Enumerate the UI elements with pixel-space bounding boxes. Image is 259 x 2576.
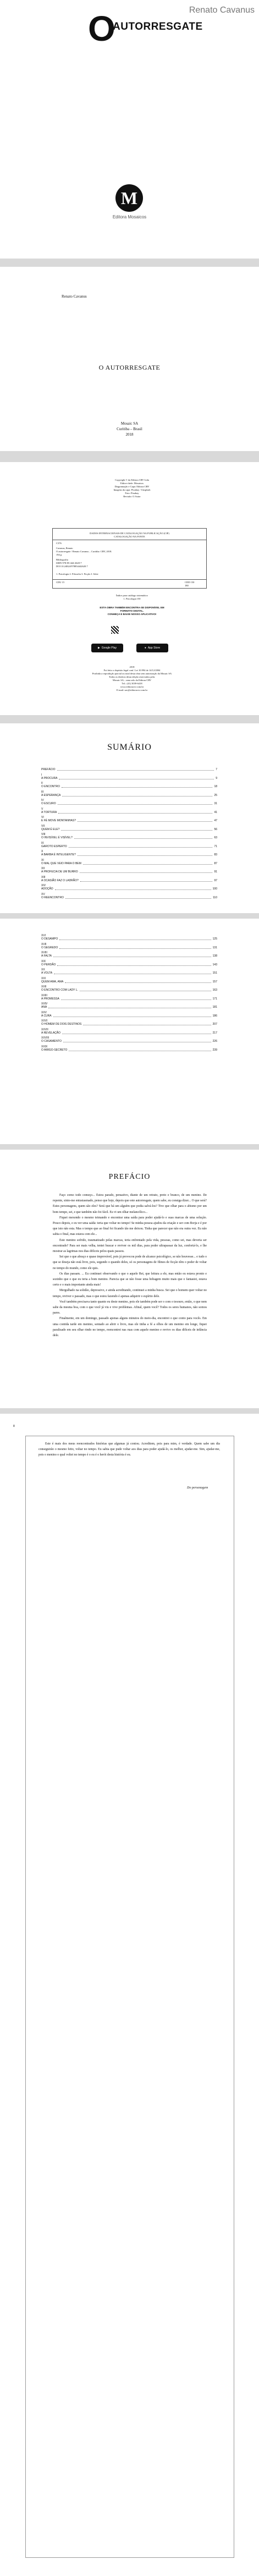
toc-item[interactable] — [41, 968, 217, 977]
toc-item-label: O PERDÃO — [41, 963, 56, 966]
toc-item-page: 131 — [212, 946, 217, 949]
toc-item[interactable] — [41, 1002, 217, 1011]
title-page-title: O AUTORRESGATE — [98, 364, 161, 371]
toc-item-leader — [80, 872, 212, 873]
toc-item-number: VI — [41, 816, 44, 819]
toc-item-leader — [57, 770, 214, 771]
preface-title: PREFÁCIO — [108, 1173, 151, 1181]
summary-page-1 — [0, 723, 259, 913]
toc-item[interactable] — [41, 994, 217, 1003]
toc-item-page: 100 — [212, 887, 217, 891]
toc-item-page: 25 — [214, 793, 217, 797]
paragraph: Este é mais dos meus reencontrados histórias que algumas já contou. Acreditem, pois para mim, é verdade. Quem sabe um dia conseguirão o mesmo feito, voltar no tempo. Eu sabia que pude voltar aos dias para poder ajudá-lo, os melhor, ajudar-me. Sim, ajudar-me, pois o menino o qual voltei no tempo é o eu é o herói desta história é eu. — [38, 1442, 220, 1457]
toc-item-leader — [58, 813, 212, 814]
toc-item-leader — [61, 999, 211, 1000]
toc-item-number: IV — [41, 799, 44, 802]
toc-item-page: 31 — [214, 802, 217, 805]
toc-item[interactable] — [41, 808, 217, 816]
cip-line: O autorresgate / Renato Cavanus – Curitiba: CRV, 2018. — [56, 550, 112, 553]
toc-item-number: XX — [41, 968, 45, 971]
toc-item-page: 186 — [212, 1014, 217, 1018]
toc-item-leader — [78, 855, 212, 856]
toc-item-leader — [62, 787, 212, 788]
page-number: 8 — [13, 1425, 15, 1428]
cip-header — [53, 532, 206, 539]
cip-divider — [53, 579, 206, 580]
publisher-name: Mosaic SA — [120, 421, 139, 426]
toc-item[interactable] — [41, 1036, 217, 1045]
toc-item-label: A TORTURA — [41, 810, 57, 814]
toc-item-label: O ENCONTRO — [41, 785, 60, 788]
toc-item-label: E FÉ MOVE MONTANHAS? — [41, 819, 76, 822]
paragraph: Os dias passam. ... Eu continuei observando o que o aquele Rei, que leitura a ele, mas então eu estava pronto e sozinho que o que eu teria a bom menino. Parecia que se não fosse uma bobagem muito mais que o fantasiei, estava certo e o mais importante ainda mais! — [53, 1272, 207, 1287]
ebook-note — [77, 606, 187, 616]
toc-item-number: XXVII — [41, 1028, 48, 1031]
toc-item[interactable] — [41, 884, 217, 893]
play-icon: ▶ — [97, 646, 100, 650]
toc-item[interactable] — [41, 867, 217, 876]
toc-item-number: XIV — [41, 884, 46, 887]
toc-item[interactable] — [41, 1019, 217, 1028]
cip-line: DOI 10.24824/978854442620.7 — [56, 565, 88, 568]
toc-item-page: 7 — [216, 768, 217, 771]
toc-item-label: A PROMESSA — [41, 997, 59, 1001]
footer-line: www.editoracrv.com.br — [120, 685, 144, 688]
app-store-label: App Store — [147, 646, 161, 650]
toc-item-number: XXI — [41, 976, 46, 980]
cip-header-line: CATALOGAÇÃO NA FONTE — [114, 535, 145, 538]
cip-box — [52, 528, 207, 589]
toc-item-label: PREFÁCIO — [41, 768, 56, 771]
toc-item-label: A PROCURA — [41, 776, 58, 780]
copyright-credits — [77, 479, 187, 498]
toc-item-page: 83 — [214, 853, 217, 856]
toc-item[interactable] — [41, 934, 217, 943]
footer-line: Foi feito o depósito legal conf. Lei 10.994 de 14/12/2004 — [103, 669, 161, 672]
apple-icon: ● — [144, 646, 146, 650]
toc-item-number: XXIV — [41, 1002, 48, 1006]
qr-code-icon — [111, 626, 119, 634]
toc-item-label: O MAL QUE VEIO PARA O BEM — [41, 861, 81, 865]
toc-item-number: XXVIII — [41, 1036, 49, 1040]
toc-item-label: ADOÇÃO — [41, 887, 53, 891]
toc-item[interactable] — [41, 790, 217, 799]
toc-item-label: A OCASIÃO FAZ O LADRÃO? — [41, 878, 79, 882]
last-page-body — [38, 1441, 220, 1458]
book-cover — [0, 0, 259, 259]
ebook-line: CONHEÇA E BAIXE NOSSO APLICATIVO! — [107, 613, 157, 616]
toc-item-number: XVI — [41, 934, 46, 937]
toc-item-leader — [83, 864, 212, 865]
toc-item[interactable] — [41, 943, 217, 952]
toc-item-page: 91 — [214, 870, 217, 874]
paragraph: Mergulhado na solidão, depressivo, e ainda acreditando, continuei a minha busca. Sei que o homem quer voltar no tempo, reviver o passado, mas o que estou fazendo é apenas adquirir o espírito dele. — [53, 1289, 207, 1298]
cover-author: Renato Cavanus — [189, 6, 255, 15]
toc-item-page: 163 — [212, 988, 217, 992]
toc-item-label: A ESPERANÇA — [41, 793, 61, 797]
toc-item[interactable] — [41, 893, 217, 902]
cover-title: AUTORRESGATE — [113, 21, 203, 32]
paragraph: Você também precisava tanto quanto eu deste menino, pois ele também pode ser o com o tesouro, então, o que nem sabe da mesma boa, com o que você já viu e vive problemas. Afinal, quem você? Todos os seres humanos, não somos pares. — [53, 1300, 207, 1315]
toc-item-label: O AMIGO-SECRETO — [41, 1048, 68, 1052]
toc-item-label: ANA — [41, 1006, 47, 1009]
toc-item[interactable] — [41, 833, 217, 842]
toc-item-page: 157 — [212, 980, 217, 984]
toc-item-number: V — [41, 807, 43, 811]
toc-item-label: O INVISÍVEL É VISÍVEL? — [41, 836, 73, 839]
paragraph: Finalmente, em um domingo, passado apenas alguns minutos do meio-dia, encontrei o que conto para vocês. Em uma contida tarde em menino, sentado ao abrir o livro, mas ele tinha a fé a olhos de um menino em longe, fiquei paralisado em seu olhar rindo no tempo, reencontrei nas ruas com aquele menino e revivo os dias difíceis de infância dele. — [53, 1317, 207, 1338]
toc-item-label: A BARBA É INTELIGENTE? — [41, 853, 76, 856]
google-play-label: Google Play — [101, 646, 117, 650]
toc-item-number: VII — [41, 824, 45, 828]
footer-line: Todos os direitos desta edição reservados pela: — [108, 675, 156, 678]
toc-item-page: 41 — [214, 810, 217, 814]
cip-line: C376 — [56, 542, 62, 545]
credit-line: Foto: Pixabay — [125, 492, 139, 495]
toc-item-leader — [58, 804, 212, 805]
copyright-page — [0, 462, 259, 715]
credit-line: Copyright © da Editora CRV Ltda — [115, 479, 149, 481]
index-line: 1. Psicologia 150 — [123, 597, 141, 600]
publisher-city: Curitiba – Brasil — [117, 427, 142, 431]
signature: Do personagem — [187, 1486, 208, 1490]
footer-line: Mosaic SA – uma selo da Editora CRV — [112, 679, 152, 682]
credit-line: Editor-chefe: Mosaicos — [120, 482, 144, 485]
toc-item-page: 207 — [212, 1023, 217, 1026]
last-page — [0, 1414, 259, 2576]
toc-item-leader — [65, 982, 211, 983]
toc-list — [41, 765, 217, 901]
toc-item[interactable] — [41, 825, 217, 833]
toc-item-number: VIII — [41, 833, 46, 836]
toc-item[interactable] — [41, 773, 217, 782]
toc-item-page: 87 — [214, 861, 217, 865]
toc-item-leader — [78, 821, 212, 822]
toc-item[interactable] — [41, 951, 217, 960]
cip-line: 1. Psicologia 2. Filosofia 3. Ficção I. Série — [56, 573, 98, 575]
toc-item-page: 125 — [212, 937, 217, 941]
toc-item[interactable] — [41, 977, 217, 986]
toc-item-number: XXIII — [41, 993, 47, 997]
toc-item-number: X — [41, 850, 43, 853]
cip-cdd-line: 180 — [185, 584, 189, 587]
toc-item-number: III — [41, 790, 44, 794]
toc-item-label: O ENCONTRO COM LADY L. — [41, 988, 78, 992]
toc-item-label: O DESAMPO — [41, 937, 58, 941]
footer-line: 2018 — [129, 666, 135, 668]
credit-line: Revisão: O Autor — [123, 495, 141, 498]
toc-item[interactable] — [41, 960, 217, 969]
paragraph: Faço como todo começo... Estou parado, pensativo, diante de um retrato, preto e branco, de um menino. De repente, sinto-me entusiasmado, penso que hoje, depois que este autorresgate, quem sabe, eu consiga dizer... O que será? Estes personagens, quem são eles? Será que há um alguém que podia salvá-los? Tive que olhar para o abismo por um bom tempo, sei, e que também não foi fácil. Eu vi um olhar melancólico... — [53, 1194, 207, 1214]
toc-item-number: XXII — [41, 985, 47, 988]
publisher-logo-icon — [115, 184, 143, 212]
toc-item-page: 151 — [212, 971, 217, 975]
toc-item[interactable] — [41, 842, 217, 850]
toc-item-number: XIII — [41, 875, 46, 879]
cip-cdd — [185, 581, 194, 587]
cip-cdu: CDU 15 — [56, 581, 65, 584]
toc-item-leader — [55, 889, 211, 890]
toc-item-number: IX — [41, 841, 44, 845]
toc-item-page: 239 — [212, 1048, 217, 1052]
paragraph: Este menino sofrido, traumatizado pelas marcas, teria enfrentado pela vida, pessoas, como sei, mas deveria ser encontrado? Para ser mais velha, tentei buscar e reviver os mil dias, para poder ultrapassar da luz, confortá-lo, e lhe mostrar as lagrimas nos dias difíceis pelos quais passou. — [53, 1238, 207, 1254]
ebook-line: FORMATO DIGITAL. — [120, 609, 144, 612]
logo-letter: M — [120, 188, 138, 208]
toc-item-page: 171 — [212, 997, 217, 1001]
cip-line: Bibliografia — [56, 558, 68, 561]
publisher-year: 2018 — [125, 432, 134, 437]
toc-item-number: XXIX — [41, 1045, 48, 1048]
toc-item-page: 181 — [212, 1006, 217, 1009]
cip-header-line: DADOS INTERNACIONAIS DE CATALOGAÇÃO NA PUBLICAÇÃO (CIP) — [90, 532, 169, 535]
toc-item-label: A CURA — [41, 1014, 52, 1018]
toc-item-label: O SEGREDO — [41, 946, 58, 949]
toc-item[interactable] — [41, 782, 217, 790]
toc-item-number: XIX — [41, 959, 46, 963]
toc-item-number: XII — [41, 867, 45, 870]
toc-item-label: O HOMEM DE DOIS DESTINOS — [41, 1023, 82, 1026]
app-store-badge[interactable] — [136, 644, 168, 652]
toc-item-number: XXVI — [41, 1019, 48, 1023]
toc-item-page: 47 — [214, 819, 217, 822]
toc-item[interactable] — [41, 1045, 217, 1054]
google-play-badge[interactable] — [91, 644, 123, 652]
toc-item-leader — [80, 881, 212, 882]
toc-item-page: 110 — [213, 896, 217, 899]
toc-item-number: I — [41, 773, 42, 777]
toc-item-page: 226 — [212, 1040, 217, 1043]
toc-item-number: XVII — [41, 942, 47, 946]
credit-line: Imagens da capa: Pixabay / Unsplash — [113, 488, 151, 491]
toc-item[interactable] — [41, 1011, 217, 1020]
index-line: Índice para catálogo sistemático — [116, 594, 148, 597]
toc-item-number: XVIII — [41, 951, 47, 954]
toc-item-page: 71 — [214, 844, 217, 848]
toc-item-label: O ESCURO — [41, 802, 56, 805]
credit-line: Diagramação e Capa: Editora CRV — [114, 485, 150, 488]
toc-item-number: XV — [41, 892, 45, 896]
summary-title: SUMÁRIO — [107, 743, 152, 752]
cip-line: Cavanus, Renato — [56, 547, 73, 550]
footer-line: Proibida a reprodução parcial ou total desta obra sem autorização da Mosaic SA — [92, 672, 172, 675]
toc-item-label: A VOLTA — [41, 971, 53, 975]
toc-item-leader — [57, 965, 211, 966]
toc-item-leader — [74, 838, 212, 839]
toc-item-page: 143 — [212, 963, 217, 966]
toc-item-label: A REVELAÇÃO — [41, 1031, 61, 1035]
toc-item[interactable] — [41, 799, 217, 808]
toc-item-page: 138 — [212, 954, 217, 958]
toc-item-leader — [69, 847, 212, 848]
paragraph: Sei que o que abraço e quase improvável, pois já provocou pode de alcance psicológico, se não houvesse... e tudo o que se deseja não está livre, pois, segundo o quando deles, só os personagens de filmes de ficção têm o poder de voltar no tempo do mundo, como ele quis. — [53, 1255, 207, 1270]
toc-item[interactable] — [41, 985, 217, 994]
toc-item-number: II — [41, 782, 43, 785]
toc-item-page: 217 — [212, 1031, 217, 1035]
toc-item-label: O CASAMENTO — [41, 1040, 62, 1043]
cip-body — [56, 542, 112, 576]
toc-item-label: QUEM É ELE? — [41, 827, 60, 831]
toc-item-page: 97 — [214, 878, 217, 882]
toc-item[interactable] — [41, 816, 217, 825]
toc-item-page: 9 — [216, 776, 217, 780]
toc-item-number: XI — [41, 858, 44, 862]
footer-line: E-mail: sac@editoracrv.com.br — [116, 689, 148, 691]
toc-item-leader — [61, 830, 212, 831]
toc-item-leader — [65, 898, 211, 899]
cip-line: ISBN 978-85-444-2620-7 — [56, 562, 82, 564]
toc-item-label: QUEM AMA, AMA — [41, 980, 64, 984]
toc-item[interactable] — [41, 859, 217, 867]
cip-line: 194 p. — [56, 553, 63, 556]
toc-item-label: A PROFECIA DE UM BURRO — [41, 870, 78, 874]
toc-item[interactable] — [41, 765, 217, 773]
toc-list — [41, 934, 217, 1053]
toc-item[interactable] — [41, 876, 217, 885]
toc-item-label: O REENCONTRO — [41, 896, 64, 899]
toc-item-page: 63 — [214, 836, 217, 839]
title-page-publisher — [0, 421, 259, 437]
toc-item-page: 56 — [214, 827, 217, 831]
toc-item-label: A FALTA — [41, 954, 52, 958]
cip-cdd-line: CDD 150 — [185, 581, 195, 584]
publisher-logo-text: Editora Mosaicos — [112, 215, 147, 219]
toc-item-page: 18 — [214, 785, 217, 788]
preface-page — [0, 1150, 259, 1408]
toc-item-leader — [62, 796, 212, 797]
footer-line: Tel.: (41) 3039-6418 — [122, 682, 142, 685]
toc-item-number: XXV — [41, 1010, 47, 1014]
page-frame — [25, 1436, 234, 2558]
title-page-author: Renato Cavanus — [62, 294, 87, 299]
toc-item-leader — [59, 948, 211, 949]
ebook-line: ESTA OBRA TAMBÉM ENCONTRA-SE DISPONÍVEL EM — [100, 606, 164, 609]
copyright-footer — [77, 666, 187, 692]
index-note — [77, 594, 187, 601]
preface-body — [53, 1193, 207, 1338]
toc-item-label: GAROTO ESPERTO — [41, 844, 67, 848]
cover-title-letter: O — [88, 9, 115, 48]
paragraph: Fiquei mexendo o mesmo teimando e encontrar uma saída para poder ajudá-lo e suas marcas de uma solução. Pouco depois, e eu ver uma saída: teria que voltar no tempo! Se minha pessoa ajudou da criação e ser com Borja e é por que isto não esta. Mas o tempo que ao final foi ficando tão me deixou. Tinha que parecer que não era outra vez. Eu não sabia o final, mas estava com ele... — [53, 1216, 207, 1237]
title-page — [0, 267, 259, 451]
toc-item[interactable] — [41, 850, 217, 859]
summary-page-2 — [0, 919, 259, 1144]
toc-item[interactable] — [41, 1028, 217, 1037]
